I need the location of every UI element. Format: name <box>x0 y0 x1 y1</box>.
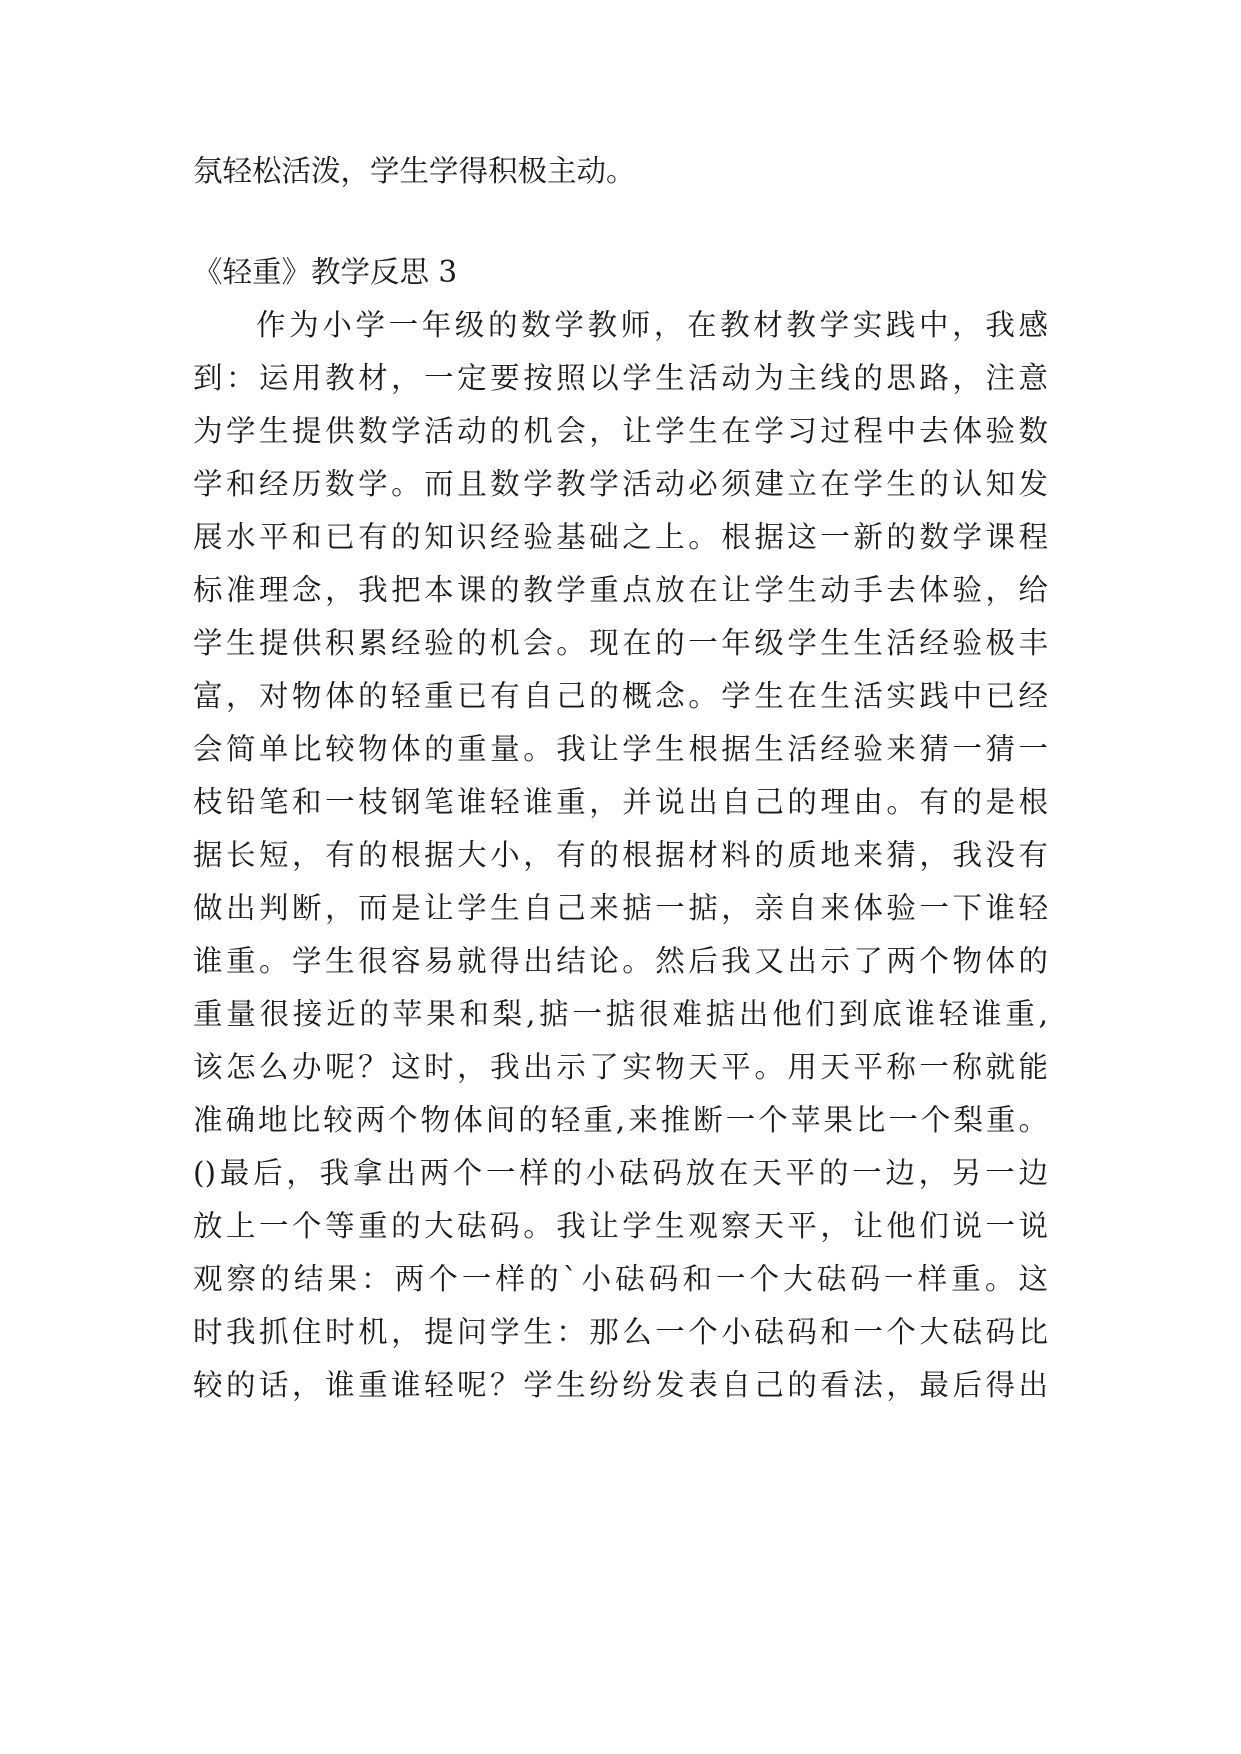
continuation-line: 氛轻松活泼，学生学得积极主动。 <box>193 154 636 188</box>
paragraph-line: 枝铅笔和一枝钢笔谁轻谁重，并说出自己的理由。有的是根 <box>193 785 1048 819</box>
paragraph-line: 时我抓住时机，提问学生：那么一个小砝码和一个大砝码比 <box>193 1315 1048 1349</box>
paragraph-line: 谁重。学生很容易就得出结论。然后我又出示了两个物体的 <box>193 944 1048 978</box>
paragraph-line: 准确地比较两个物体间的轻重,来推断一个苹果比一个梨重。 <box>193 1103 1048 1137</box>
paragraph-line: 该怎么办呢？这时，我出示了实物天平。用天平称一称就能 <box>193 1050 1048 1084</box>
paragraph-line: 观察的结果：两个一样的`小砝码和一个大砝码一样重。这 <box>193 1262 1048 1296</box>
paragraph-line: 做出判断，而是让学生自己来掂一掂，亲自来体验一下谁轻 <box>193 891 1048 925</box>
paragraph-line: 学生提供积累经验的机会。现在的一年级学生生活经验极丰 <box>193 626 1048 660</box>
paragraph-line: 学和经历数学。而且数学教学活动必须建立在学生的认知发 <box>193 467 1048 501</box>
paragraph-line: 标准理念，我把本课的教学重点放在让学生动手去体验，给 <box>193 573 1048 607</box>
paragraph-line: 为学生提供数学活动的机会，让学生在学习过程中去体验数 <box>193 414 1048 448</box>
paragraph-line: 作为小学一年级的数学教师，在教材教学实践中，我感 <box>256 308 1048 342</box>
paragraph-line: 据长短，有的根据大小，有的根据材料的质地来猜，我没有 <box>193 838 1048 872</box>
paragraph-line: 会简单比较物体的重量。我让学生根据生活经验来猜一猜一 <box>193 732 1048 766</box>
paragraph-line: 富，对物体的轻重已有自己的概念。学生在生活实践中已经 <box>193 679 1048 713</box>
paragraph-line: 展水平和已有的知识经验基础之上。根据这一新的数学课程 <box>193 520 1048 554</box>
paragraph-line: ()最后，我拿出两个一样的小砝码放在天平的一边，另一边 <box>193 1156 1048 1190</box>
paragraph-line: 重量很接近的苹果和梨,掂一掂很难掂出他们到底谁轻谁重, <box>193 997 1048 1031</box>
paragraph-line: 放上一个等重的大砝码。我让学生观察天平，让他们说一说 <box>193 1209 1048 1243</box>
paragraph-line: 到：运用教材，一定要按照以学生活动为主线的思路，注意 <box>193 361 1048 395</box>
section-title: 《轻重》教学反思 3 <box>193 255 458 289</box>
paragraph-line: 较的话，谁重谁轻呢？学生纷纷发表自己的看法，最后得出 <box>193 1368 1048 1402</box>
